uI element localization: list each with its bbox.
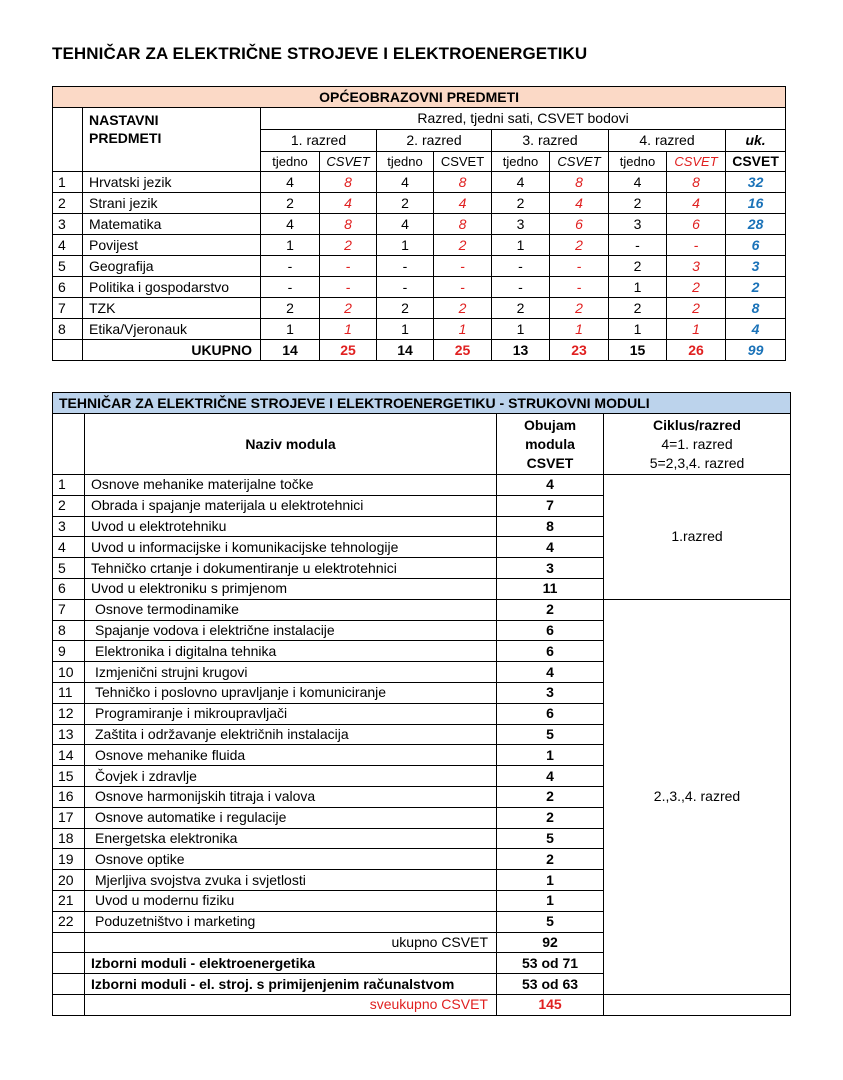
subject-name: Matematika <box>83 214 261 235</box>
subject-name: Etika/Vjeronauk <box>83 319 261 340</box>
csvet-value: 4 <box>320 193 377 214</box>
csvet-value: 8 <box>667 172 726 193</box>
module-name: Uvod u informacijske i komunikacijske tehnologije <box>85 537 497 558</box>
csvet-value: 4 <box>550 193 609 214</box>
row-number <box>53 994 85 1015</box>
row-number: 14 <box>53 745 85 766</box>
total-csvet-grade: 25 <box>434 340 492 361</box>
weekly-hours: 4 <box>377 172 434 193</box>
grades-header: Razred, tjedni sati, CSVET bodovi <box>261 108 786 130</box>
csvet-value: 3 <box>667 256 726 277</box>
total-csvet-grade: 25 <box>320 340 377 361</box>
weekly-hours: 2 <box>609 193 667 214</box>
scope-header-line1: Obujam <box>523 416 577 433</box>
total-csvet: 2 <box>726 277 786 298</box>
module-name: Mjerljiva svojstva zvuka i svjetlosti <box>85 870 497 891</box>
document-title: TEHNIČAR ZA ELEKTRIČNE STROJEVE I ELEKTROENERGETIKU <box>52 44 588 63</box>
elective1-value: 53 od 71 <box>497 953 604 974</box>
total-header-line1: uk. <box>726 130 786 152</box>
csvet-value: - <box>667 235 726 256</box>
weekly-hours: - <box>377 256 434 277</box>
total-csvet-grade: 26 <box>667 340 726 361</box>
module-csvet: 6 <box>497 620 604 641</box>
module-csvet: 5 <box>497 911 604 932</box>
subject-name: Strani jezik <box>83 193 261 214</box>
csvet-value: 1 <box>667 319 726 340</box>
table-row <box>53 235 786 256</box>
module-name: Poduzetništvo i marketing <box>85 911 497 932</box>
cycle-group-2: 2.,3.,4. razred <box>604 599 791 994</box>
weekly-label: tjedno <box>492 152 550 172</box>
csvet-value: 1 <box>320 319 377 340</box>
module-csvet: 4 <box>497 766 604 787</box>
module-csvet: 6 <box>497 641 604 662</box>
csvet-label: CSVET <box>434 152 492 172</box>
total-weekly-grade: 14 <box>377 340 434 361</box>
empty-cell <box>604 994 791 1015</box>
csvet-label: CSVET <box>320 152 377 172</box>
modules-table <box>52 392 791 1016</box>
row-number: 3 <box>53 516 85 537</box>
subject-name: Geografija <box>83 256 261 277</box>
total-csvet: 6 <box>726 235 786 256</box>
subject-name: Politika i gospodarstvo <box>83 277 261 298</box>
csvet-value: 8 <box>320 214 377 235</box>
total-label: UKUPNO <box>83 340 261 361</box>
module-csvet: 7 <box>497 495 604 516</box>
total-header-line2: CSVET <box>726 152 786 172</box>
weekly-hours: 1 <box>377 319 434 340</box>
module-name: Tehničko crtanje i dokumentiranje u elektrotehnici <box>85 558 497 579</box>
row-number: 6 <box>53 578 85 599</box>
module-name: Uvod u elektrotehniku <box>85 516 497 537</box>
weekly-hours: 1 <box>492 235 550 256</box>
module-name: Uvod u elektroniku s primjenom <box>85 578 497 599</box>
module-csvet: 1 <box>497 870 604 891</box>
scope-header <box>497 414 604 475</box>
row-number <box>53 340 83 361</box>
table-row <box>53 193 786 214</box>
weekly-hours: 1 <box>609 319 667 340</box>
row-number: 2 <box>53 495 85 516</box>
subject-name: Hrvatski jezik <box>83 172 261 193</box>
grand-total: 99 <box>726 340 786 361</box>
weekly-hours: 3 <box>492 214 550 235</box>
row-number: 2 <box>53 193 83 214</box>
weekly-hours: 2 <box>261 193 320 214</box>
cycle-group-1: 1.razred <box>604 475 791 600</box>
module-csvet: 2 <box>497 849 604 870</box>
elective1-label: Izborni moduli - elektroenergetika <box>85 953 497 974</box>
csvet-value: 8 <box>550 172 609 193</box>
csvet-value: 8 <box>434 214 492 235</box>
totals-row <box>53 340 786 361</box>
row-number: 15 <box>53 766 85 787</box>
csvet-value: 6 <box>550 214 609 235</box>
row-number: 19 <box>53 849 85 870</box>
csvet-value: - <box>550 277 609 298</box>
row-number: 1 <box>53 172 83 193</box>
total-weekly-grade: 15 <box>609 340 667 361</box>
weekly-label: tjedno <box>261 152 320 172</box>
row-number: 17 <box>53 807 85 828</box>
elective2-label: Izborni moduli - el. stroj. s primijenjenim računalstvom <box>85 974 497 995</box>
weekly-hours: 4 <box>377 214 434 235</box>
module-csvet: 4 <box>497 475 604 496</box>
module-csvet: 8 <box>497 516 604 537</box>
csvet-value: - <box>320 277 377 298</box>
module-csvet: 1 <box>497 890 604 911</box>
cycle-header-line3: 5=2,3,4. razred <box>649 454 745 471</box>
weekly-hours: 4 <box>492 172 550 193</box>
subjects-header <box>83 108 261 172</box>
weekly-hours: - <box>261 256 320 277</box>
row-number: 7 <box>53 599 85 620</box>
module-csvet: 1 <box>497 745 604 766</box>
weekly-hours: - <box>492 256 550 277</box>
module-csvet: 3 <box>497 558 604 579</box>
weekly-hours: 2 <box>492 298 550 319</box>
weekly-hours: - <box>377 277 434 298</box>
module-name: Uvod u modernu fiziku <box>85 890 497 911</box>
scope-header-line3: CSVET <box>526 454 574 471</box>
module-name: Osnove termodinamike <box>85 599 497 620</box>
row-number: 8 <box>53 319 83 340</box>
csvet-value: 8 <box>434 172 492 193</box>
csvet-value: - <box>320 256 377 277</box>
module-name: Obrada i spajanje materijala u elektrotehnici <box>85 495 497 516</box>
csvet-value: 2 <box>320 235 377 256</box>
weekly-hours: 2 <box>609 256 667 277</box>
row-number: 6 <box>53 277 83 298</box>
general-subjects-header: OPĆEOBRAZOVNI PREDMETI <box>53 87 786 108</box>
csvet-value: 1 <box>550 319 609 340</box>
table-row <box>53 256 786 277</box>
weekly-label: tjedno <box>609 152 667 172</box>
weekly-hours: 1 <box>261 235 320 256</box>
row-number: 4 <box>53 235 83 256</box>
row-number: 22 <box>53 911 85 932</box>
module-csvet: 11 <box>497 578 604 599</box>
csvet-value: 2 <box>667 298 726 319</box>
module-csvet: 3 <box>497 682 604 703</box>
grand-total-label: sveukupno CSVET <box>85 994 497 1015</box>
csvet-value: 4 <box>667 193 726 214</box>
module-csvet: 6 <box>497 703 604 724</box>
module-csvet: 4 <box>497 537 604 558</box>
weekly-hours: 4 <box>261 214 320 235</box>
row-number: 1 <box>53 475 85 496</box>
csvet-value: - <box>550 256 609 277</box>
weekly-hours: 1 <box>377 235 434 256</box>
csvet-value: 2 <box>667 277 726 298</box>
csvet-value: 4 <box>434 193 492 214</box>
total-csvet-grade: 23 <box>550 340 609 361</box>
module-name: Spajanje vodova i električne instalacije <box>85 620 497 641</box>
weekly-hours: - <box>261 277 320 298</box>
module-name: Osnove harmonijskih titraja i valova <box>85 786 497 807</box>
table-row <box>53 298 786 319</box>
grand-total-value: 145 <box>497 994 604 1015</box>
row-number: 20 <box>53 870 85 891</box>
csvet-value: 2 <box>320 298 377 319</box>
row-number: 13 <box>53 724 85 745</box>
weekly-hours: 4 <box>609 172 667 193</box>
module-name: Tehničko i poslovno upravljanje i komuniciranje <box>85 682 497 703</box>
weekly-label: tjedno <box>377 152 434 172</box>
csvet-value: 2 <box>550 298 609 319</box>
module-csvet: 2 <box>497 599 604 620</box>
table-row <box>53 277 786 298</box>
weekly-hours: 2 <box>609 298 667 319</box>
modules-header: TEHNIČAR ZA ELEKTRIČNE STROJEVE I ELEKTROENERGETIKU - STRUKOVNI MODULI <box>53 393 791 414</box>
csvet-value: 6 <box>667 214 726 235</box>
csvet-value: 2 <box>434 235 492 256</box>
module-name: Programiranje i mikroupravljači <box>85 703 497 724</box>
total-csvet: 3 <box>726 256 786 277</box>
weekly-hours: 2 <box>261 298 320 319</box>
module-csvet: 2 <box>497 786 604 807</box>
weekly-hours: 3 <box>609 214 667 235</box>
grade-3-header: 3. razred <box>492 130 609 152</box>
row-number: 5 <box>53 558 85 579</box>
row-number: 9 <box>53 641 85 662</box>
module-name: Čovjek i zdravlje <box>85 766 497 787</box>
weekly-hours: - <box>609 235 667 256</box>
module-name-header: Naziv modula <box>85 414 497 475</box>
cycle-header-title: Ciklus/razred <box>653 416 741 433</box>
table-row <box>53 599 791 620</box>
row-number: 10 <box>53 662 85 683</box>
row-number: 11 <box>53 682 85 703</box>
row-number: 5 <box>53 256 83 277</box>
subtotal-label: ukupno CSVET <box>85 932 497 953</box>
row-number <box>53 974 85 995</box>
weekly-hours: 2 <box>492 193 550 214</box>
total-csvet: 28 <box>726 214 786 235</box>
row-number: 16 <box>53 786 85 807</box>
summary-row <box>53 994 791 1015</box>
module-name: Osnove mehanike fluida <box>85 745 497 766</box>
total-csvet: 8 <box>726 298 786 319</box>
weekly-hours: 1 <box>261 319 320 340</box>
general-subjects-table <box>52 86 786 361</box>
weekly-hours: - <box>492 277 550 298</box>
module-name: Osnove automatike i regulacije <box>85 807 497 828</box>
csvet-value: 2 <box>434 298 492 319</box>
csvet-value: 1 <box>434 319 492 340</box>
row-number <box>53 932 85 953</box>
subjects-header-line1: NASTAVNI <box>89 112 159 128</box>
row-number: 3 <box>53 214 83 235</box>
total-csvet: 4 <box>726 319 786 340</box>
row-number: 7 <box>53 298 83 319</box>
module-name: Osnove mehanike materijalne točke <box>85 475 497 496</box>
row-number <box>53 953 85 974</box>
csvet-value: - <box>434 256 492 277</box>
weekly-hours: 1 <box>492 319 550 340</box>
module-name: Zaštita i održavanje električnih instalacija <box>85 724 497 745</box>
cycle-header <box>604 414 791 475</box>
weekly-hours: 2 <box>377 193 434 214</box>
grade-1-header: 1. razred <box>261 130 377 152</box>
subjects-header-line2: PREDMETI <box>89 130 162 146</box>
module-csvet: 2 <box>497 807 604 828</box>
csvet-value: 2 <box>550 235 609 256</box>
row-number: 18 <box>53 828 85 849</box>
subtotal-value: 92 <box>497 932 604 953</box>
total-weekly-grade: 14 <box>261 340 320 361</box>
table-row <box>53 475 791 496</box>
csvet-label: CSVET <box>550 152 609 172</box>
elective2-value: 53 od 63 <box>497 974 604 995</box>
table-row <box>53 319 786 340</box>
subject-name: TZK <box>83 298 261 319</box>
grade-2-header: 2. razred <box>377 130 492 152</box>
module-csvet: 5 <box>497 724 604 745</box>
subject-name: Povijest <box>83 235 261 256</box>
weekly-hours: 2 <box>377 298 434 319</box>
module-csvet: 4 <box>497 662 604 683</box>
csvet-label: CSVET <box>667 152 726 172</box>
csvet-value: 8 <box>320 172 377 193</box>
csvet-value: - <box>434 277 492 298</box>
module-name: Energetska elektronika <box>85 828 497 849</box>
total-weekly-grade: 13 <box>492 340 550 361</box>
module-name: Elektronika i digitalna tehnika <box>85 641 497 662</box>
cycle-header-line2: 4=1. razred <box>661 435 733 452</box>
table-row <box>53 172 786 193</box>
weekly-hours: 1 <box>609 277 667 298</box>
module-name: Izmjenični strujni krugovi <box>85 662 497 683</box>
header-number-cell <box>53 414 85 475</box>
module-csvet: 5 <box>497 828 604 849</box>
row-number: 21 <box>53 890 85 911</box>
total-csvet: 32 <box>726 172 786 193</box>
total-csvet: 16 <box>726 193 786 214</box>
module-name: Osnove optike <box>85 849 497 870</box>
row-number: 8 <box>53 620 85 641</box>
header-number-cell <box>53 108 83 172</box>
row-number: 4 <box>53 537 85 558</box>
row-number: 12 <box>53 703 85 724</box>
weekly-hours: 4 <box>261 172 320 193</box>
table-row <box>53 214 786 235</box>
scope-header-line2: modula <box>525 435 575 452</box>
grade-4-header: 4. razred <box>609 130 726 152</box>
